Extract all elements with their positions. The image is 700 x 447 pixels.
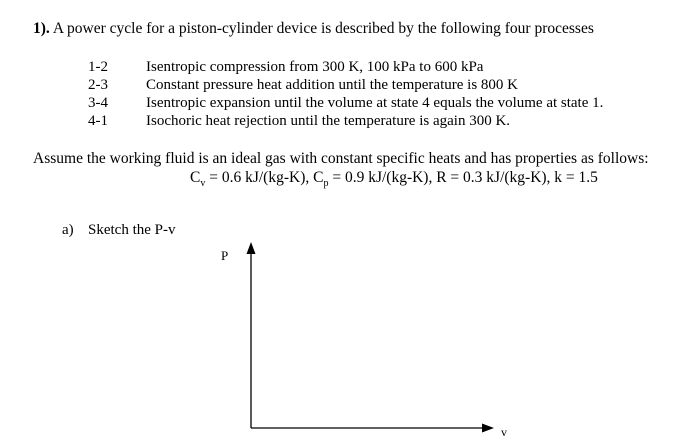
- process-id: 2-3: [88, 77, 108, 93]
- process-description: Isentropic expansion until the volume at state 4 equals the volume at state 1.: [146, 95, 604, 111]
- cp-subscript: p: [323, 178, 329, 190]
- y-axis-arrowhead: [247, 242, 256, 254]
- process-description: Isentropic compression from 300 K, 100 kPa to 600 kPa: [146, 59, 484, 75]
- assumption-text: Assume the working fluid is an ideal gas with constant specific heats and has properties as follows:: [33, 150, 649, 167]
- cp-value: = 0.9 kJ/(kg-K), R = 0.3 kJ/(kg-K), k = 1.5: [328, 169, 598, 186]
- x-axis-arrowhead: [482, 424, 494, 433]
- cv-symbol: C: [190, 169, 201, 186]
- cv-value: = 0.6 kJ/(kg-K),: [205, 169, 314, 186]
- part-a-text: Sketch the P-v: [88, 222, 176, 238]
- process-id: 3-4: [88, 95, 108, 111]
- problem-intro: A power cycle for a piston-cylinder device is described by the following four processes: [52, 20, 594, 37]
- part-a-letter: a): [62, 222, 74, 238]
- cv-subscript: v: [200, 178, 206, 190]
- process-id: 1-2: [88, 59, 108, 75]
- y-axis-label: P: [221, 248, 229, 263]
- process-id: 4-1: [88, 113, 108, 129]
- x-axis-label: v: [501, 425, 507, 439]
- problem-number: 1).: [33, 20, 50, 37]
- process-description: Constant pressure heat addition until the temperature is 800 K: [146, 77, 518, 93]
- cp-symbol: C: [313, 169, 324, 186]
- process-description: Isochoric heat rejection until the temperature is again 300 K.: [146, 113, 511, 129]
